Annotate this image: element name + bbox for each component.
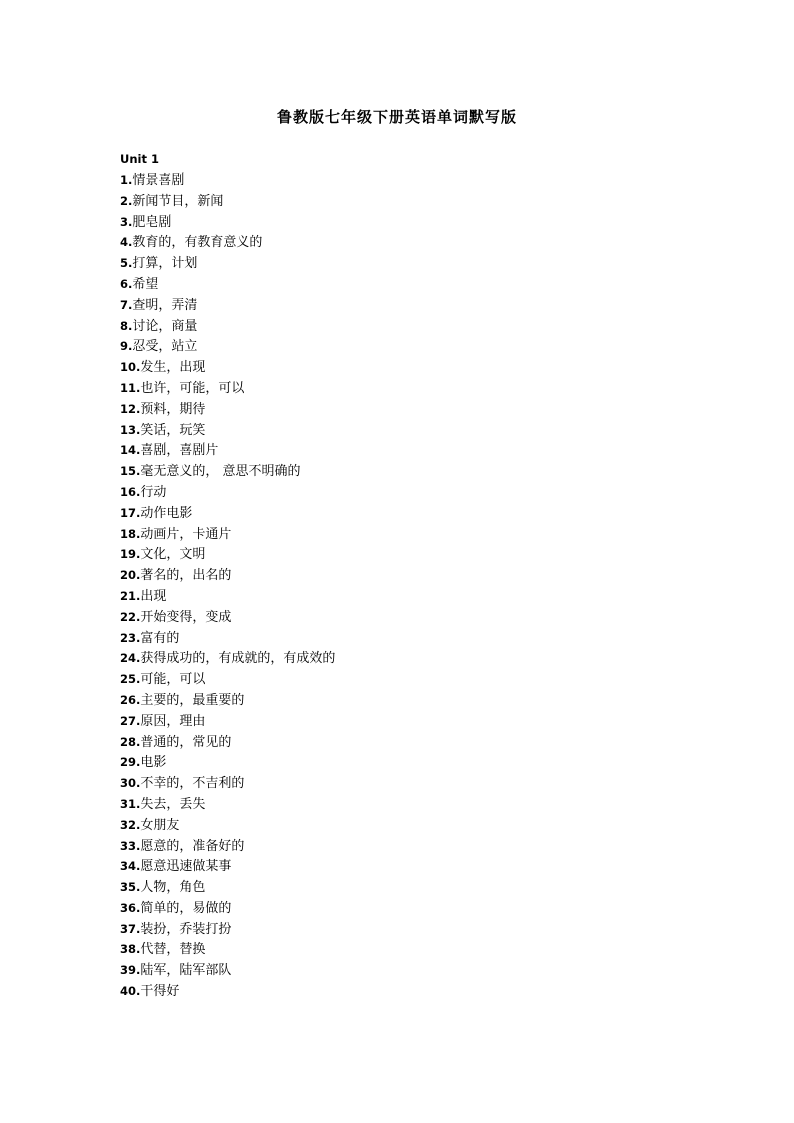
item-number: 32. (120, 817, 141, 832)
vocabulary-item (120, 815, 335, 836)
item-meaning: 简单的，易做的 (140, 900, 232, 916)
item-meaning: 代替，替换 (140, 942, 206, 958)
item-meaning: 情景喜剧 (132, 173, 185, 188)
vocabulary-item (120, 898, 335, 919)
vocabulary-item (120, 919, 335, 940)
item-meaning: 行动 (140, 484, 167, 500)
vocabulary-item (120, 565, 335, 586)
vocabulary-item (120, 503, 335, 524)
item-meaning: 女朋友 (140, 817, 180, 833)
vocabulary-item (120, 981, 335, 1002)
item-number: 39. (120, 963, 141, 978)
item-meaning: 普通的，常见的 (140, 734, 232, 750)
vocabulary-item (120, 212, 335, 233)
item-meaning: 发生，出现 (140, 360, 206, 376)
item-number: 23. (120, 630, 141, 645)
item-meaning: 教育的，有教育意义的 (132, 235, 263, 251)
item-meaning: 获得成功的，有成就的，有成效的 (140, 651, 336, 667)
item-meaning: 忍受，站立 (132, 339, 198, 355)
item-number: 10. (120, 360, 141, 375)
item-meaning: 笑话，玩笑 (140, 422, 206, 438)
item-number: 13. (120, 422, 141, 437)
vocabulary-item (120, 232, 335, 253)
item-meaning: 喜剧，喜剧片 (140, 443, 219, 459)
vocabulary-item (120, 648, 335, 669)
item-number: 33. (120, 838, 141, 853)
vocabulary-list (120, 170, 335, 1002)
item-meaning: 新闻节目，新闻 (132, 193, 224, 209)
item-meaning: 干得好 (140, 984, 180, 1000)
item-number: 19. (120, 547, 141, 562)
item-number: 14. (120, 443, 141, 458)
item-meaning: 著名的，出名的 (140, 568, 232, 584)
item-meaning: 原因，理由 (140, 713, 206, 729)
vocabulary-item (120, 295, 335, 316)
item-number: 31. (120, 796, 141, 811)
unit-heading: Unit 1 (120, 152, 159, 166)
vocabulary-item (120, 877, 335, 898)
item-number: 6. (120, 276, 133, 291)
item-meaning: 打算，计划 (132, 256, 198, 272)
item-number: 21. (120, 588, 141, 603)
vocabulary-item (120, 357, 335, 378)
vocabulary-item (120, 794, 335, 815)
item-meaning: 预料，期待 (140, 401, 206, 417)
vocabulary-item (120, 378, 335, 399)
item-number: 17. (120, 505, 141, 520)
item-number: 4. (120, 235, 133, 250)
item-meaning: 电影 (140, 755, 167, 771)
vocabulary-item (120, 732, 335, 753)
item-number: 40. (120, 984, 141, 999)
vocabulary-item (120, 253, 335, 274)
item-number: 26. (120, 692, 141, 707)
item-meaning: 查明，弄清 (132, 297, 198, 313)
item-meaning: 人物，角色 (140, 880, 206, 896)
vocabulary-item (120, 669, 335, 690)
vocabulary-item (120, 316, 335, 337)
item-meaning: 富有的 (140, 630, 180, 646)
vocabulary-item (120, 939, 335, 960)
item-number: 1. (120, 173, 133, 187)
item-number: 29. (120, 755, 141, 770)
item-number: 25. (120, 672, 141, 687)
item-number: 24. (120, 651, 141, 666)
item-number: 7. (120, 297, 133, 312)
vocabulary-item (120, 773, 335, 794)
item-meaning: 愿意迅速做某事 (140, 859, 232, 875)
item-meaning: 失去，丢失 (140, 796, 206, 812)
vocabulary-item (120, 960, 335, 981)
item-meaning: 也许，可能，可以 (140, 380, 245, 396)
vocabulary-item (120, 586, 335, 607)
vocabulary-item (120, 544, 335, 565)
item-number: 38. (120, 942, 141, 957)
item-meaning: 出现 (140, 588, 167, 604)
item-number: 3. (120, 214, 133, 229)
vocabulary-item (120, 752, 335, 773)
vocabulary-item (120, 524, 335, 545)
item-meaning: 动作电影 (140, 505, 193, 521)
vocabulary-item (120, 690, 335, 711)
item-number: 20. (120, 568, 141, 583)
item-meaning: 肥皂剧 (132, 214, 172, 230)
item-meaning: 不幸的，不吉利的 (140, 776, 245, 792)
vocabulary-item (120, 274, 335, 295)
item-meaning: 开始变得，变成 (140, 609, 232, 625)
item-number: 16. (120, 484, 141, 499)
vocabulary-item (120, 336, 335, 357)
item-number: 34. (120, 859, 141, 874)
item-number: 27. (120, 713, 141, 728)
document-title: 鲁教版七年级下册英语单词默写版 (276, 108, 517, 126)
item-number: 2. (120, 193, 133, 208)
item-meaning: 讨论，商量 (132, 318, 198, 334)
item-number: 30. (120, 776, 141, 791)
vocabulary-item (120, 836, 335, 857)
item-number: 11. (120, 380, 141, 395)
vocabulary-item (120, 482, 335, 503)
vocabulary-item (120, 420, 335, 441)
item-meaning: 希望 (132, 276, 159, 292)
item-number: 12. (120, 401, 141, 416)
vocabulary-item (120, 170, 335, 191)
item-number: 15. (120, 464, 141, 479)
item-number: 18. (120, 526, 141, 541)
vocabulary-item (120, 711, 335, 732)
item-meaning: 毫无意义的， 意思不明确的 (140, 464, 301, 480)
item-meaning: 文化，文明 (140, 547, 206, 563)
vocabulary-item (120, 856, 335, 877)
item-number: 5. (120, 256, 133, 271)
vocabulary-item (120, 607, 335, 628)
item-number: 35. (120, 880, 141, 895)
item-meaning: 可能，可以 (140, 672, 206, 688)
vocabulary-item (120, 399, 335, 420)
vocabulary-item (120, 191, 335, 212)
item-number: 9. (120, 339, 133, 354)
item-meaning: 装扮，乔装打扮 (140, 921, 232, 937)
item-meaning: 动画片，卡通片 (140, 526, 232, 542)
item-number: 8. (120, 318, 133, 333)
item-number: 22. (120, 609, 141, 624)
item-number: 28. (120, 734, 141, 749)
item-number: 36. (120, 900, 141, 915)
item-meaning: 陆军，陆军部队 (140, 963, 232, 979)
vocabulary-item (120, 628, 335, 649)
vocabulary-item (120, 461, 335, 482)
item-meaning: 主要的，最重要的 (140, 692, 245, 708)
item-number: 37. (120, 921, 141, 936)
item-meaning: 愿意的，准备好的 (140, 838, 245, 854)
vocabulary-item (120, 440, 335, 461)
